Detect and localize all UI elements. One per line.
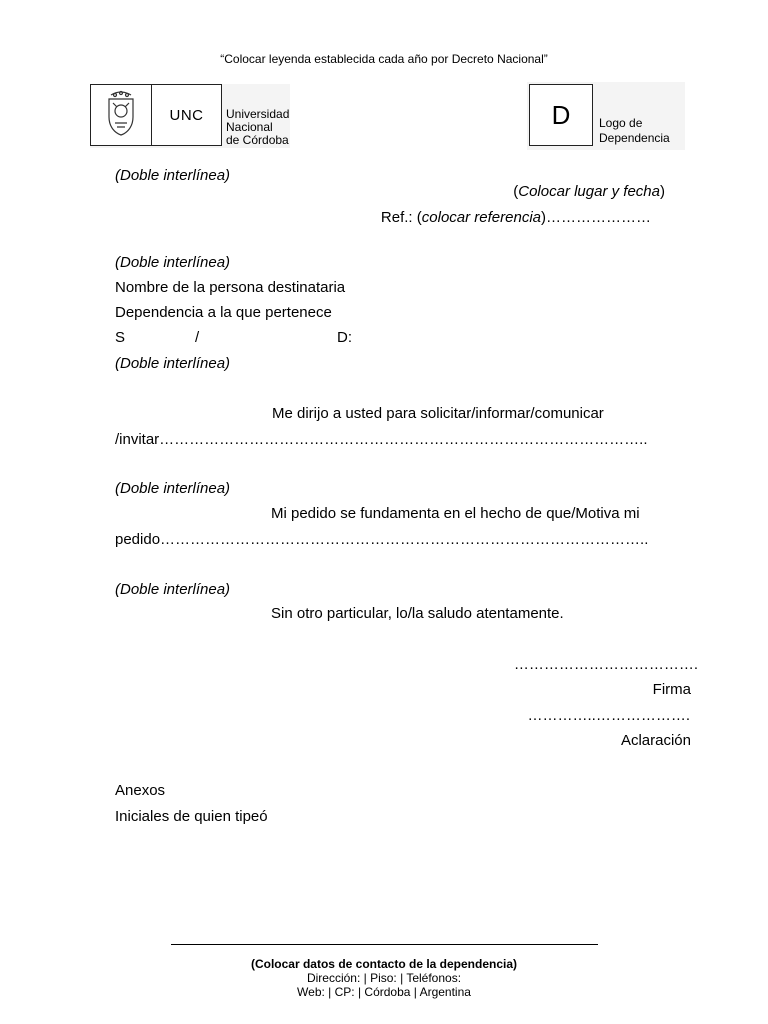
dependencia-label: Logo de Dependencia xyxy=(599,116,670,145)
dependencia-logo xyxy=(527,82,685,150)
doble-interlinea-2: (Doble interlínea) xyxy=(115,254,231,271)
unc-logo xyxy=(90,84,290,148)
parrafo2-linea2: pedido…………………………………………………………………………………….. xyxy=(115,531,649,548)
lugar-fecha-open: ( xyxy=(513,183,519,200)
referencia-prefix: Ref.: ( xyxy=(380,209,422,226)
unc-name: Universidad Nacional de Córdoba xyxy=(226,107,290,147)
sd-slash: / xyxy=(195,329,200,346)
dependencia-letter: D xyxy=(529,84,593,146)
doble-interlinea-5: (Doble interlínea) xyxy=(115,581,231,598)
aclaracion-label: Aclaración xyxy=(620,732,691,749)
anexos: Anexos xyxy=(115,782,166,799)
footer-line1: Dirección: | Piso: | Teléfonos: xyxy=(306,971,462,985)
iniciales: Iniciales de quien tipeó xyxy=(115,808,268,825)
sd-s: S xyxy=(115,329,126,346)
footer-title: (Colocar datos de contacto de la dependencia) xyxy=(250,957,518,971)
unc-acronym: UNC xyxy=(152,84,222,146)
footer-divider xyxy=(171,944,598,945)
referencia-text: colocar referencia xyxy=(421,209,541,226)
doble-interlinea-1: (Doble interlínea) xyxy=(115,167,231,184)
doble-interlinea-4: (Doble interlínea) xyxy=(115,480,231,497)
parrafo1-linea1: Me dirijo a usted para solicitar/informar/comunicar xyxy=(272,405,604,422)
referencia xyxy=(381,209,651,226)
footer-line2: Web: | CP: | Córdoba | Argentina xyxy=(297,985,471,999)
decree-legend: “Colocar leyenda establecida cada año por Decreto Nacional” xyxy=(220,52,548,66)
firma-label: Firma xyxy=(652,681,691,698)
cierre: Sin otro particular, lo/la saludo atentamente. xyxy=(271,605,564,622)
aclaracion-dots: …………..………………. xyxy=(527,707,690,724)
referencia-suffix: )………………… xyxy=(541,209,651,226)
parrafo1-linea2: /invitar…………………………………………………………………………………….. xyxy=(115,431,648,448)
doble-interlinea-3: (Doble interlínea) xyxy=(115,355,231,372)
destinatario-nombre: Nombre de la persona destinataria xyxy=(115,279,346,296)
lugar-fecha-close: ) xyxy=(660,183,665,200)
unc-crest-icon xyxy=(90,84,152,146)
parrafo2-linea1: Mi pedido se fundamenta en el hecho de que/Motiva mi xyxy=(271,505,640,522)
sd-d: D: xyxy=(337,329,352,346)
firma-dots: ………………………………. xyxy=(513,656,698,673)
lugar-fecha-text: Colocar lugar y fecha xyxy=(518,183,660,200)
lugar-fecha xyxy=(513,183,665,200)
destinatario-dependencia: Dependencia a la que pertenece xyxy=(115,304,332,321)
